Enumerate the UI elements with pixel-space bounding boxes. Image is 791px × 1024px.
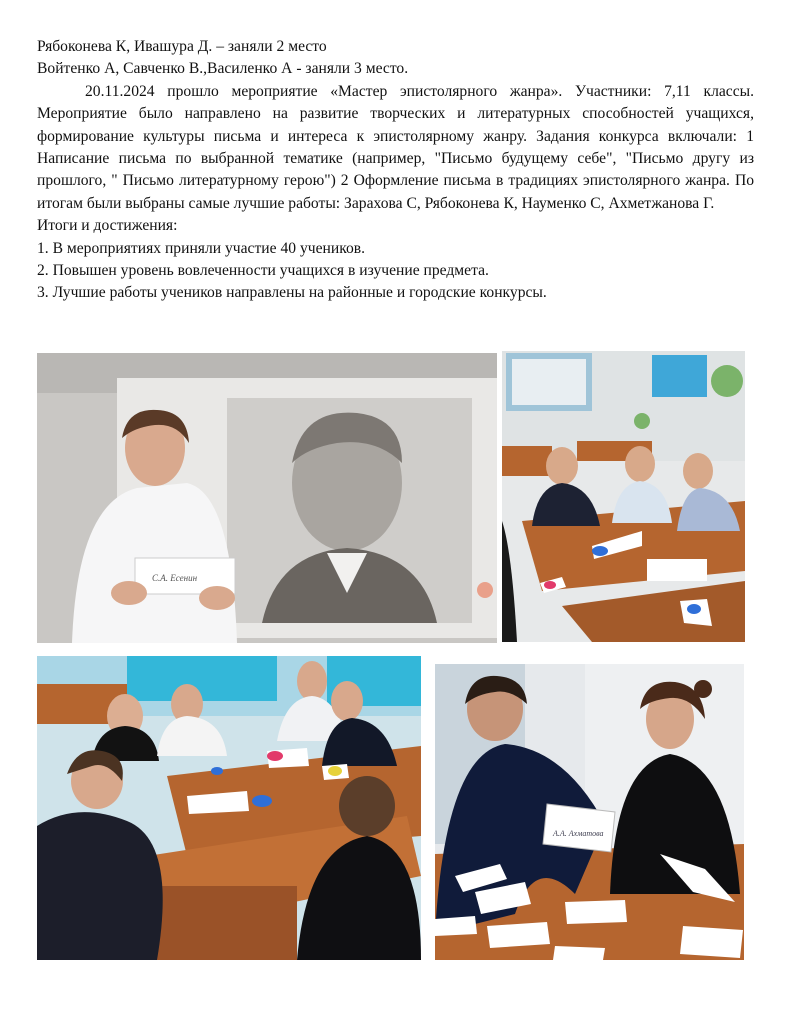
event-description: 20.11.2024 прошло мероприятие «Мастер эпистолярного жанра». Участники: 7,11 классы. Мероприятие было направлено на развитие творческих и литературных способностей учащихся, формирование культуры письма и интереса к эпистолярному жанру. Задания конкурса включали: 1 Написание письма по выбранной тематике (например, "Письмо будущему себе", "Письмо другу из прошлого, " Письмо литературному герою") 2 Оформление письма в традициях эпистолярного жанра. По итогам были выбраны самые лучшие работы: Зарахова С, Рябоконева К, Науменко С, Ахметжанова Г. [37,82,754,212]
photo-classroom-desks [502,351,745,642]
results-heading: Итоги и достижения: [37,217,178,235]
photo-student-with-portrait [37,353,497,643]
second-place-line: Рябоконева К, Ивашура Д. – заняли 2 место [37,38,327,55]
photo-students-arranging-cards [435,664,744,960]
third-place-line: Войтенко А, Савченко В.,Василенко А - заняли 3 место. [37,60,409,78]
result-item-3: 3. Лучшие работы учеников направлены на районные и городские конкурсы. [37,284,547,302]
report-text [37,36,754,305]
photo-group-table [37,656,421,960]
result-item-1: 1. В мероприятиях приняли участие 40 учеников. [37,239,366,257]
result-item-2: 2. Повышен уровень вовлеченности учащихся в изучение предмета. [37,262,489,280]
photo4-card-text: А.А. Ахматова [553,829,604,838]
photo1-card-text: С.А. Есенин [152,573,198,583]
